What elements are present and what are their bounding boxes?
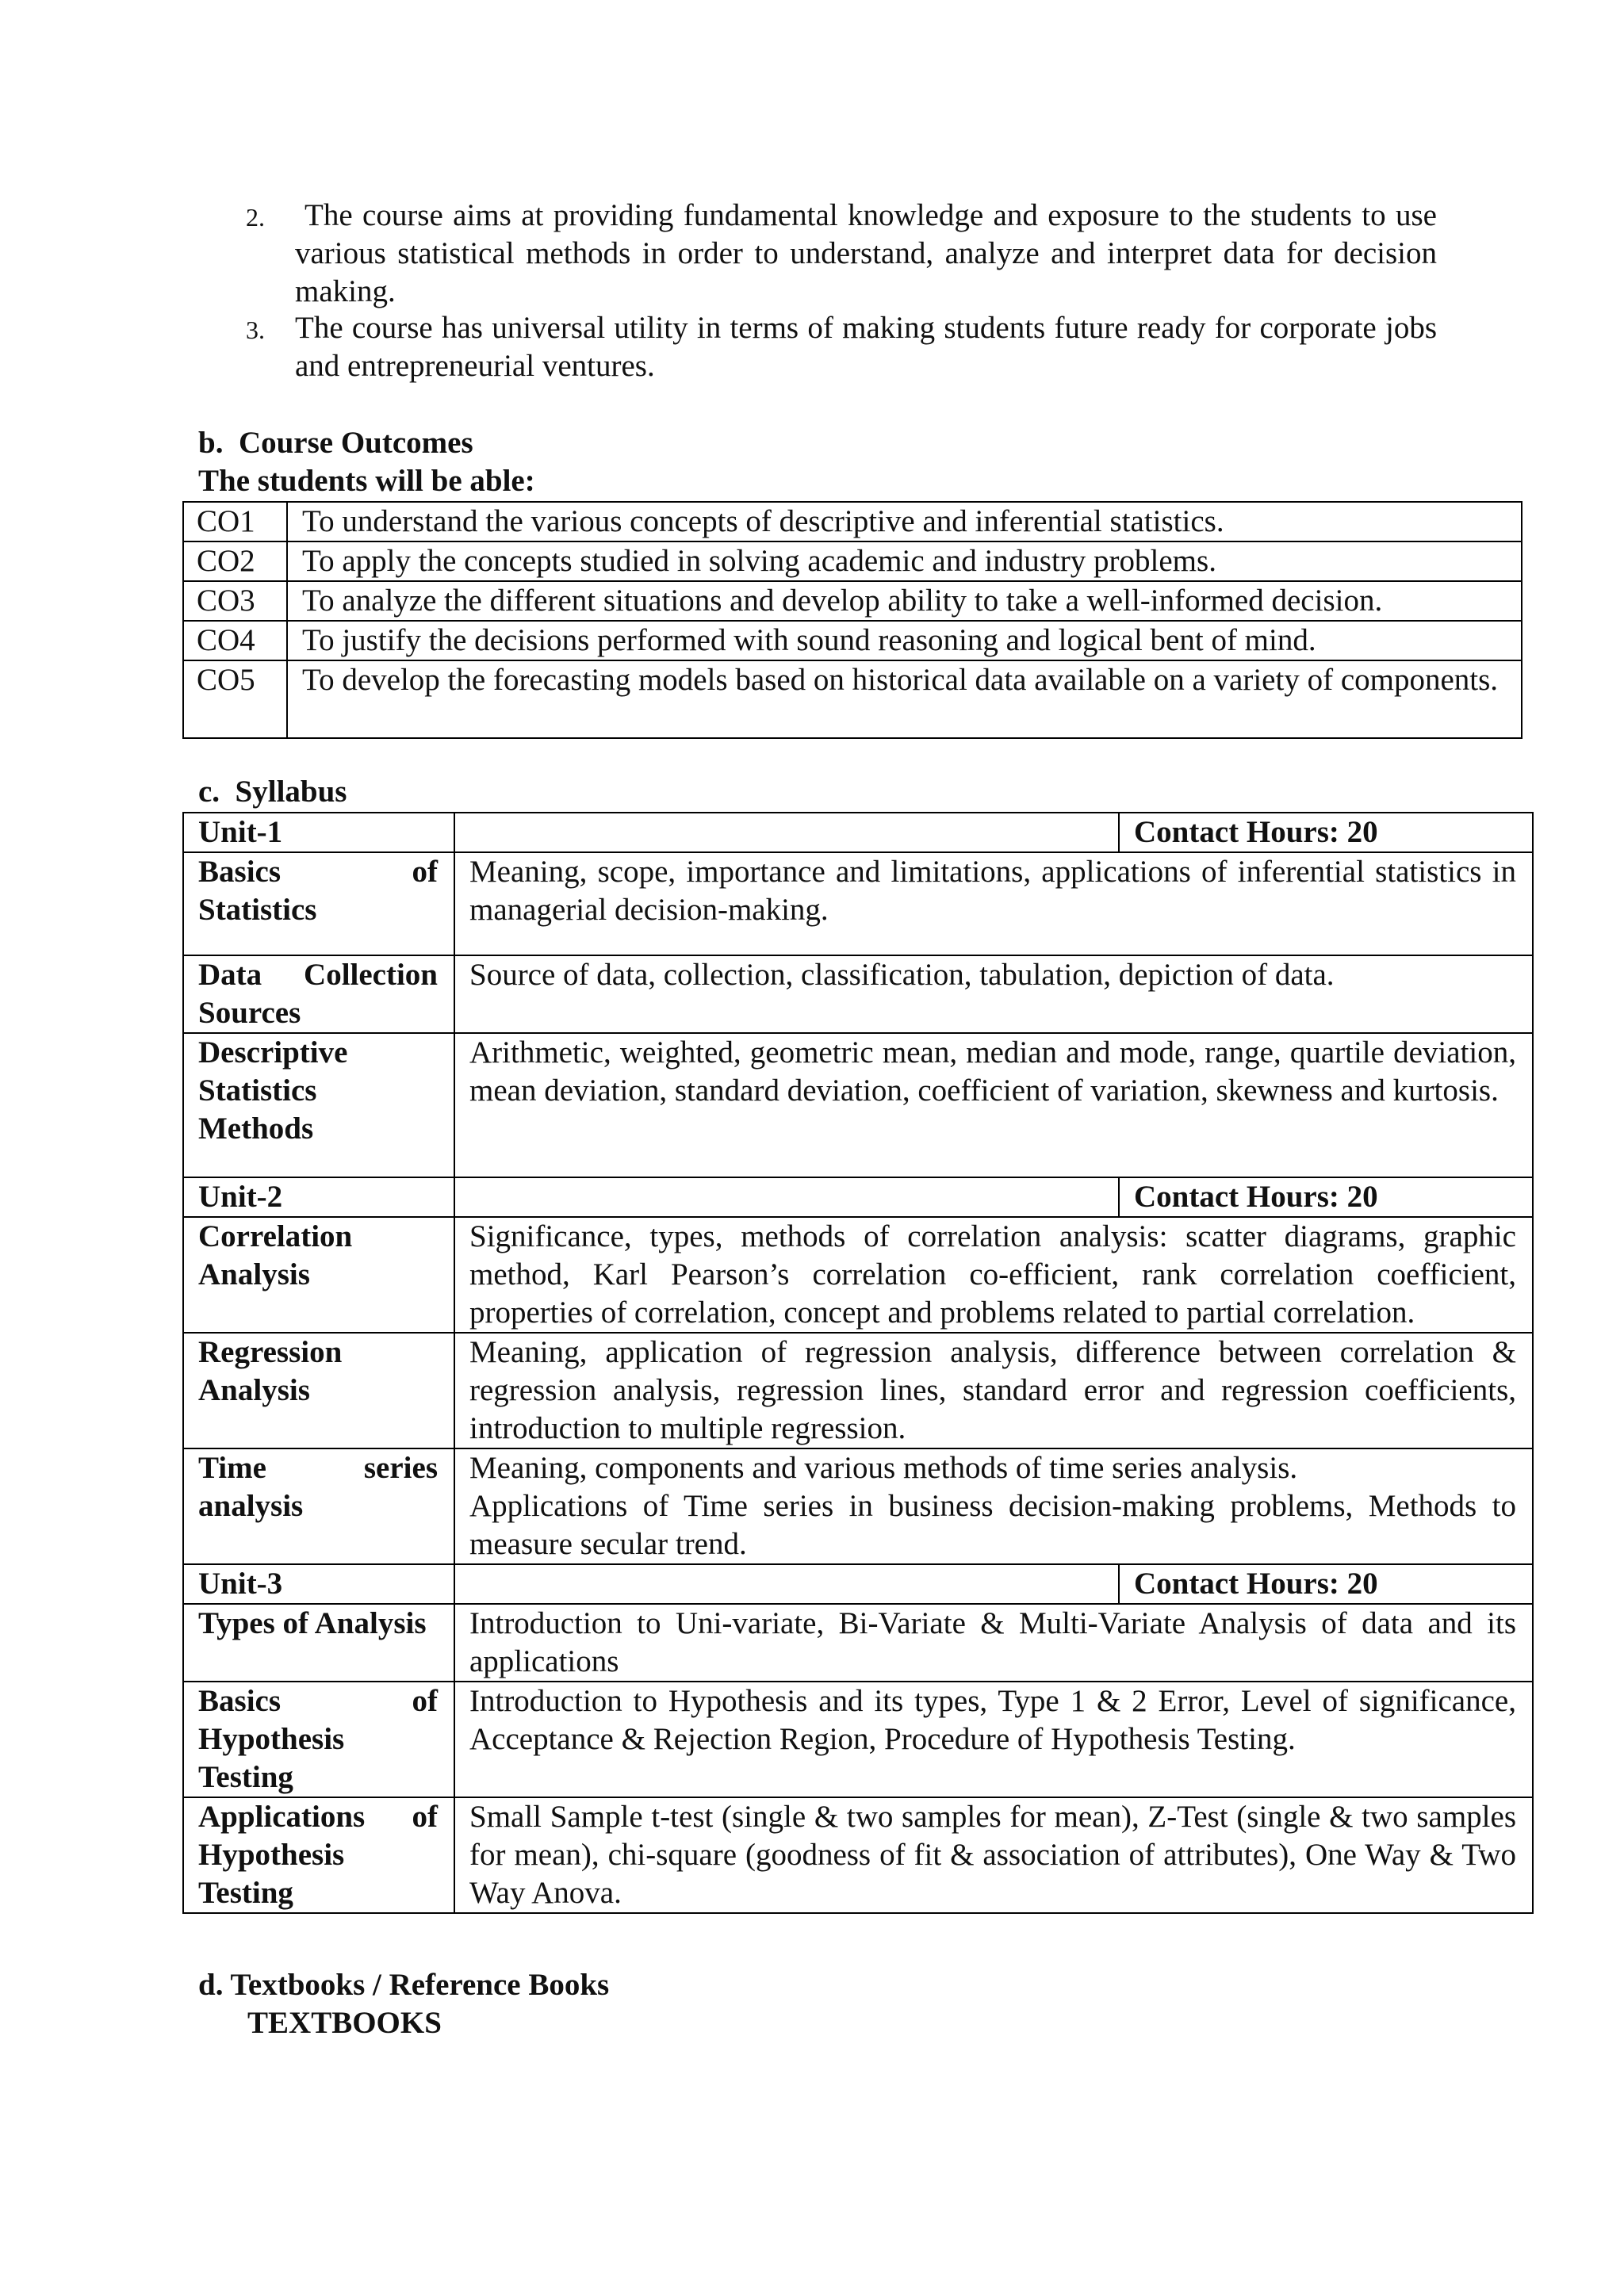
contact-hours: Contact Hours: 20 — [1119, 1177, 1533, 1217]
section-heading: b. Course Outcomes — [198, 426, 473, 460]
unit-header-row — [183, 1177, 1533, 1217]
unit-header-row — [183, 813, 1533, 852]
topic-name: Regression Analysis — [183, 1333, 454, 1448]
table-row — [183, 852, 1533, 955]
section-heading: c. Syllabus — [198, 775, 347, 809]
table-row — [183, 1797, 1533, 1913]
contact-hours: Contact Hours: 20 — [1119, 1564, 1533, 1604]
co-code: CO2 — [183, 541, 287, 581]
syllabus-table — [182, 812, 1534, 1914]
table-row — [183, 541, 1522, 581]
co-code: CO1 — [183, 502, 287, 541]
unit-label: Unit-2 — [183, 1177, 454, 1217]
table-row — [183, 1604, 1533, 1682]
unit-header-row — [183, 1564, 1533, 1604]
co-code: CO3 — [183, 581, 287, 621]
co-text: To analyze the different situations and develop ability to take a well-informed decision. — [287, 581, 1522, 621]
empty-cell — [454, 1564, 1119, 1604]
co-text: To understand the various concepts of descriptive and inferential statistics. — [287, 502, 1522, 541]
table-row — [183, 955, 1533, 1033]
table-row — [183, 660, 1522, 738]
table-row — [183, 1333, 1533, 1448]
topic-name: Applications of Hypothesis Testing — [183, 1797, 454, 1913]
contact-hours: Contact Hours: 20 — [1119, 813, 1533, 852]
co-code: CO5 — [183, 660, 287, 738]
co-code: CO4 — [183, 621, 287, 660]
topic-description: Introduction to Hypothesis and its types, Type 1 & 2 Error, Level of significance, Acceptance & Rejection Region, Procedure of Hypothesis Testing. — [454, 1682, 1533, 1797]
section-subheading: The students will be able: — [198, 464, 535, 498]
empty-cell — [454, 813, 1119, 852]
objective-item: The course aims at providing fundamental knowledge and exposure to the students to use various statistical methods in order to understand, analyze and interpret data for decision making. — [295, 198, 1437, 308]
topic-description: Source of data, collection, classification, tabulation, depiction of data. — [454, 955, 1533, 1033]
topic-description-line: Applications of Time series in business decision-making problems, Methods to measure secular trend. — [469, 1489, 1516, 1561]
table-row — [183, 581, 1522, 621]
topic-description-line: Meaning, components and various methods of time series analysis. — [469, 1451, 1298, 1485]
topic-name: Basics of Hypothesis Testing — [183, 1682, 454, 1797]
topic-description: Arithmetic, weighted, geometric mean, median and mode, range, quartile deviation, mean deviation, standard deviation, coefficient of variation, skewness and kurtosis. — [454, 1033, 1533, 1177]
topic-name: Correlation Analysis — [183, 1217, 454, 1333]
course-outcomes-table — [182, 501, 1522, 739]
unit-label: Unit-1 — [183, 813, 454, 852]
unit-label: Unit-3 — [183, 1564, 454, 1604]
empty-cell — [454, 1177, 1119, 1217]
list-number: 2. — [246, 203, 265, 232]
topic-name: Data Collection Sources — [183, 955, 454, 1033]
topic-description: Meaning, application of regression analysis, difference between correlation & regression analysis, regression lines, standard error and regression coefficients, introduction to multiple regression. — [454, 1333, 1533, 1448]
co-text: To justify the decisions performed with sound reasoning and logical bent of mind. — [287, 621, 1522, 660]
co-text: To develop the forecasting models based on historical data available on a variety of components. — [287, 660, 1522, 738]
table-row — [183, 1682, 1533, 1797]
topic-description: Meaning, scope, importance and limitations, applications of inferential statistics in managerial decision-making. — [454, 852, 1533, 955]
table-row — [183, 1033, 1533, 1177]
table-row — [183, 1217, 1533, 1333]
topic-name: Descriptive Statistics Methods — [183, 1033, 454, 1177]
topic-name: Basics of Statistics — [183, 852, 454, 955]
table-row — [183, 621, 1522, 660]
table-row — [183, 1448, 1533, 1564]
topic-description: Significance, types, methods of correlation analysis: scatter diagrams, graphic method, Karl Pearson’s correlation co-efficient, rank correlation coefficient, properties of correlation, concept and problems related to partial correlation. — [454, 1217, 1533, 1333]
list-number: 3. — [246, 316, 265, 344]
co-text: To apply the concepts studied in solving academic and industry problems. — [287, 541, 1522, 581]
topic-description: Introduction to Uni-variate, Bi-Variate & Multi-Variate Analysis of data and its applications — [454, 1604, 1533, 1682]
section-heading: d. Textbooks / Reference Books — [198, 1968, 610, 2002]
topic-description: Small Sample t-test (single & two samples for mean), Z-Test (single & two samples for mean), chi-square (goodness of fit & association of attributes), One Way & Two Way Anova. — [454, 1797, 1533, 1913]
section-subheading: TEXTBOOKS — [247, 2006, 442, 2040]
table-row — [183, 502, 1522, 541]
topic-name: Types of Analysis — [183, 1604, 454, 1682]
topic-name: Time series analysis — [183, 1448, 454, 1564]
topic-description — [454, 1448, 1533, 1564]
objective-item: The course has universal utility in terms of making students future ready for corporate jobs and entrepreneurial ventures. — [295, 311, 1437, 383]
